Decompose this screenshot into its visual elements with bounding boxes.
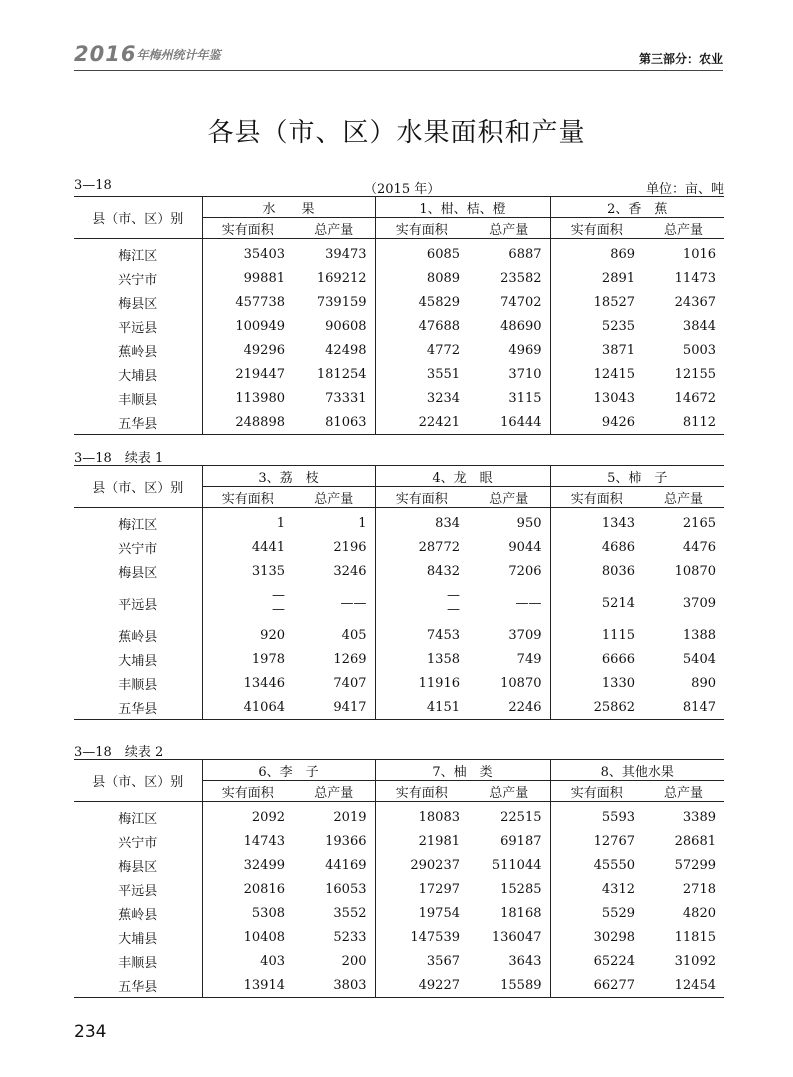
cell: 65224: [550, 949, 643, 973]
table-row: [74, 877, 724, 901]
table-row: [74, 901, 724, 925]
cell: 17297: [375, 877, 468, 901]
cell: 3115: [508, 390, 542, 406]
cell: 11815: [674, 929, 716, 945]
table-row: [74, 695, 724, 720]
table-row: [74, 559, 724, 583]
cell: 16444: [468, 410, 550, 435]
county-name: 平远县: [74, 877, 202, 901]
section-label: 第三部分：农业: [638, 52, 723, 66]
cell: 3710: [508, 366, 542, 382]
cell: 35403: [243, 246, 285, 262]
cell: 15589: [468, 973, 550, 998]
county-name: 梅县区: [74, 559, 202, 583]
dash-pair: [447, 589, 460, 617]
cell: 5233: [333, 929, 367, 945]
cell: 1358: [375, 647, 468, 671]
col-area: 实有面积: [202, 218, 293, 239]
group-header: 4、龙 眼: [375, 466, 550, 487]
cell: 290237: [375, 853, 468, 877]
cell: 3552: [333, 905, 367, 921]
table1-year: （2015 年）: [364, 182, 441, 197]
county-name: 蕉岭县: [74, 623, 202, 647]
table-row: [74, 314, 724, 338]
cell: 3709: [682, 595, 716, 611]
cell: 1016: [682, 246, 717, 262]
page-header: [0, 0, 793, 76]
cell: 28681: [674, 833, 716, 849]
cell: 6666: [550, 647, 643, 671]
county-name: 兴宁市: [74, 535, 202, 559]
cell: 2092: [251, 809, 285, 825]
cell: 200: [341, 953, 367, 969]
table3-code: 3—18 续表 2: [74, 745, 164, 760]
cell: 1978: [251, 651, 285, 667]
cell: 869: [550, 239, 643, 267]
cell: 834: [375, 508, 468, 536]
cell: 23582: [500, 270, 542, 286]
col-output: 总产量: [643, 781, 724, 802]
yearbook-year: 2016: [74, 42, 137, 66]
cell: 74702: [500, 294, 542, 310]
table-row: [74, 535, 724, 559]
group-header: 5、柿 子: [550, 466, 724, 487]
county-name: 大埔县: [74, 362, 202, 386]
table-row: [74, 266, 724, 290]
cell: 28772: [375, 535, 468, 559]
cell-not-available: ——: [340, 595, 367, 611]
table1-code: 3—18: [74, 178, 112, 193]
yearbook-name: 年梅州统计年鉴: [136, 48, 221, 62]
county-name: 大埔县: [74, 647, 202, 671]
table-row: [74, 802, 724, 830]
cell: 48690: [500, 318, 542, 334]
cell: 136047: [491, 929, 542, 945]
row-header: 县（市、区）别: [74, 760, 202, 802]
cell: 45550: [550, 853, 643, 877]
cell: 4820: [682, 905, 716, 921]
cell: 405: [341, 627, 367, 643]
cell: 1115: [550, 623, 643, 647]
yearbook-title: [74, 42, 220, 66]
dash: —: [272, 588, 285, 603]
cell: 3871: [550, 338, 643, 362]
table-row: [74, 925, 724, 949]
group-header: 7、柚 类: [375, 760, 550, 781]
cell: 90608: [325, 318, 367, 334]
cell: 2196: [333, 539, 367, 555]
county-name: 梅江区: [74, 239, 202, 267]
cell: 1: [276, 515, 285, 531]
cell: 12767: [550, 829, 643, 853]
cell: 8112: [643, 410, 724, 435]
col-area: 实有面积: [550, 218, 643, 239]
county-name: 梅县区: [74, 290, 202, 314]
cell: 920: [260, 627, 285, 643]
cell: 3709: [508, 627, 542, 643]
cell-not-available: ——: [515, 595, 542, 611]
county-name: 平远县: [74, 583, 202, 623]
cell: 5003: [682, 342, 717, 358]
cell: 19754: [375, 901, 468, 925]
group-header: 1、柑、桔、橙: [375, 197, 550, 218]
cell: 13914: [202, 973, 293, 998]
cell: 181254: [316, 366, 367, 382]
cell: 4969: [508, 342, 542, 358]
cell: 147539: [375, 925, 468, 949]
cell: 7206: [508, 563, 542, 579]
cell: 3844: [682, 318, 717, 334]
table-row: [74, 290, 724, 314]
cell: 9044: [508, 539, 542, 555]
cell: 10408: [243, 929, 285, 945]
cell: 66277: [550, 973, 643, 998]
cell: 219447: [235, 366, 285, 382]
cell: 3246: [333, 563, 367, 579]
cell: 22421: [375, 410, 468, 435]
cell-not-available: [375, 583, 468, 623]
cell: 1343: [550, 508, 643, 536]
col-area: 实有面积: [202, 487, 293, 508]
col-output: 总产量: [643, 487, 724, 508]
cell: 31092: [674, 953, 716, 969]
cell: 73331: [325, 390, 367, 406]
col-output: 总产量: [468, 781, 550, 802]
table-fruit-total: [74, 196, 724, 435]
cell: 3389: [682, 809, 716, 825]
cell: 12415: [550, 362, 643, 386]
table-row: [74, 338, 724, 362]
cell: 5308: [251, 905, 285, 921]
cell: 20816: [243, 881, 285, 897]
cell: 3551: [375, 362, 468, 386]
cell: 3234: [375, 386, 468, 410]
table-row: [74, 647, 724, 671]
cell: 39473: [325, 246, 367, 262]
cell: 25862: [550, 695, 643, 720]
cell: 6887: [508, 246, 542, 262]
cell: 950: [516, 515, 542, 531]
cell: 18168: [500, 905, 542, 921]
cell: 8147: [643, 695, 724, 720]
cell: 739159: [316, 294, 367, 310]
cell: 4151: [375, 695, 468, 720]
row-header: 县（市、区）别: [74, 197, 202, 239]
table2-code: 3—18 续表 1: [74, 451, 164, 466]
county-name: 五华县: [74, 695, 202, 720]
cell: 2019: [333, 809, 367, 825]
county-name: 大埔县: [74, 925, 202, 949]
table-row: [74, 583, 724, 623]
header-rule: [74, 70, 723, 71]
county-name: 五华县: [74, 410, 202, 435]
col-area: 实有面积: [202, 781, 293, 802]
cell: 24367: [674, 294, 717, 310]
table-row: [74, 671, 724, 695]
cell: 1: [358, 515, 367, 531]
county-name: 兴宁市: [74, 266, 202, 290]
table-row: [74, 410, 724, 435]
dash: —: [447, 602, 460, 617]
cell: 81063: [293, 410, 375, 435]
cell: 13043: [550, 386, 643, 410]
cell: 3803: [293, 973, 375, 998]
cell: 19366: [325, 833, 367, 849]
table-row: [74, 829, 724, 853]
cell: 2891: [550, 266, 643, 290]
cell: 21981: [375, 829, 468, 853]
cell: 7407: [333, 675, 367, 691]
dash: —: [447, 588, 460, 603]
cell: 1388: [682, 627, 716, 643]
cell: 11916: [375, 671, 468, 695]
cell: 49227: [375, 973, 468, 998]
col-area: 实有面积: [375, 781, 468, 802]
cell: 14743: [243, 833, 285, 849]
table-row: [74, 623, 724, 647]
cell: 511044: [491, 857, 542, 873]
group-header: 6、李 子: [202, 760, 375, 781]
table-row: [74, 239, 724, 267]
cell: 4312: [550, 877, 643, 901]
county-name: 丰顺县: [74, 671, 202, 695]
cell: 32499: [243, 857, 285, 873]
col-output: 总产量: [293, 781, 375, 802]
cell: 5529: [550, 901, 643, 925]
cell: 13446: [243, 675, 285, 691]
table-row: [74, 386, 724, 410]
cell: 10870: [500, 675, 542, 691]
row-header: 县（市、区）别: [74, 466, 202, 508]
page-number: 234: [74, 1022, 107, 1042]
cell: 49296: [243, 342, 285, 358]
cell: 10870: [674, 563, 716, 579]
cell: 2246: [468, 695, 550, 720]
cell-not-available: [202, 583, 293, 623]
county-name: 梅江区: [74, 802, 202, 830]
cell: 113980: [235, 390, 285, 406]
cell: 4476: [682, 539, 716, 555]
cell: 18527: [550, 290, 643, 314]
cell: 3643: [508, 953, 542, 969]
cell: 4686: [550, 535, 643, 559]
cell: 4441: [251, 539, 285, 555]
group-header: 8、其他水果: [550, 760, 724, 781]
county-name: 梅江区: [74, 508, 202, 536]
dash-pair: [272, 589, 285, 617]
cell: 42498: [325, 342, 367, 358]
cell: 6085: [375, 239, 468, 267]
col-area: 实有面积: [550, 781, 643, 802]
cell: 5404: [682, 651, 716, 667]
cell: 45829: [375, 290, 468, 314]
cell: 9426: [550, 410, 643, 435]
cell: 5593: [550, 802, 643, 830]
cell: 57299: [674, 857, 716, 873]
cell: 16053: [325, 881, 367, 897]
cell: 4772: [375, 338, 468, 362]
cell: 8432: [375, 559, 468, 583]
cell: 41064: [202, 695, 293, 720]
col-output: 总产量: [468, 487, 550, 508]
cell: 890: [691, 675, 716, 691]
county-name: 蕉岭县: [74, 901, 202, 925]
table-row: [74, 973, 724, 998]
cell: 22515: [500, 809, 542, 825]
county-name: 梅县区: [74, 853, 202, 877]
county-name: 平远县: [74, 314, 202, 338]
cell: 457738: [235, 294, 285, 310]
col-area: 实有面积: [550, 487, 643, 508]
cell: 2718: [682, 881, 716, 897]
col-output: 总产量: [293, 218, 375, 239]
table-row: [74, 508, 724, 536]
cell: 169212: [316, 270, 367, 286]
cell: 5235: [550, 314, 643, 338]
cell: 1330: [550, 671, 643, 695]
cell: 15285: [500, 881, 542, 897]
cell: 248898: [202, 410, 293, 435]
cell: 5214: [550, 583, 643, 623]
cell: 9417: [293, 695, 375, 720]
cell: 11473: [674, 270, 717, 286]
cell: 30298: [550, 925, 643, 949]
cell: 100949: [235, 318, 285, 334]
cell: 14672: [674, 390, 717, 406]
cell: 69187: [500, 833, 542, 849]
cell: 12155: [674, 366, 717, 382]
group-header: 水 果: [202, 197, 375, 218]
county-name: 兴宁市: [74, 829, 202, 853]
col-output: 总产量: [293, 487, 375, 508]
cell: 3567: [375, 949, 468, 973]
col-area: 实有面积: [375, 218, 468, 239]
cell: 47688: [375, 314, 468, 338]
cell: 18083: [375, 802, 468, 830]
page-title: 各县（市、区）水果面积和产量: [207, 118, 586, 148]
county-name: 丰顺县: [74, 386, 202, 410]
table-fruit-cont2: [74, 759, 724, 998]
table-row: [74, 853, 724, 877]
cell: 7453: [375, 623, 468, 647]
col-area: 实有面积: [375, 487, 468, 508]
table-fruit-cont1: [74, 465, 724, 720]
group-header: 2、香 蕉: [550, 197, 724, 218]
county-name: 五华县: [74, 973, 202, 998]
dash: —: [272, 602, 285, 617]
cell: 3135: [251, 563, 285, 579]
table-row: [74, 362, 724, 386]
cell: 44169: [325, 857, 367, 873]
county-name: 蕉岭县: [74, 338, 202, 362]
cell: 403: [260, 953, 285, 969]
county-name: 丰顺县: [74, 949, 202, 973]
cell: 12454: [643, 973, 724, 998]
cell: 1269: [333, 651, 367, 667]
cell: 8089: [375, 266, 468, 290]
group-header: 3、荔 枝: [202, 466, 375, 487]
cell: 8036: [550, 559, 643, 583]
col-output: 总产量: [468, 218, 550, 239]
cell: 99881: [243, 270, 285, 286]
cell: 2165: [682, 515, 716, 531]
table-row: [74, 949, 724, 973]
cell: 749: [516, 651, 542, 667]
table1-unit: 单位：亩、吨: [645, 182, 724, 197]
col-output: 总产量: [643, 218, 724, 239]
